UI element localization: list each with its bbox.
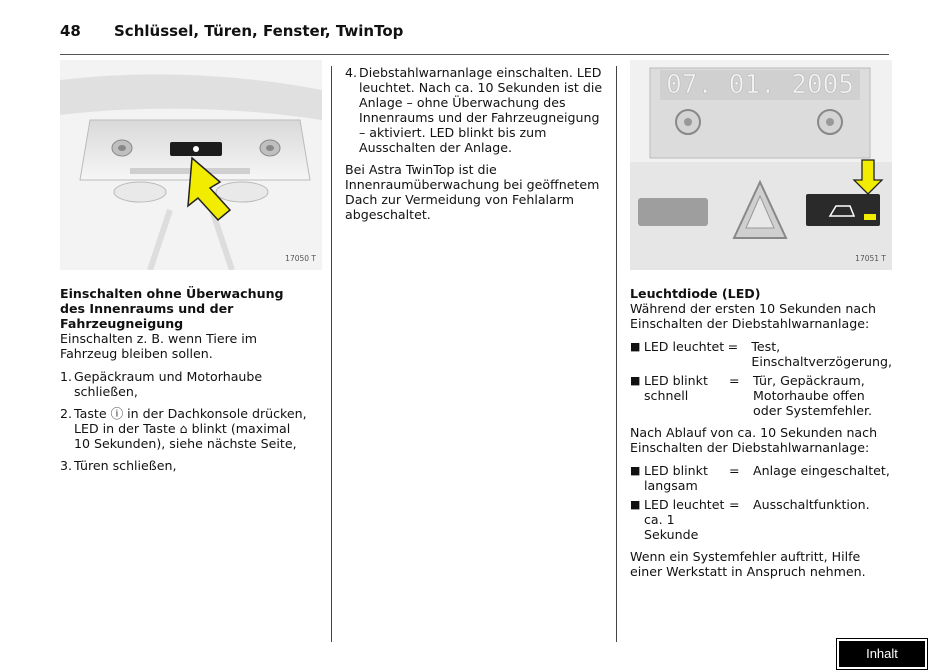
led-state: LED blinkt schnell — [644, 373, 708, 403]
step-number: 3. — [60, 458, 73, 473]
clock-display-text: 07. 01. 2005 — [666, 70, 854, 100]
list-item — [345, 65, 607, 155]
led-state: LED leuchtet — [643, 339, 725, 354]
middle-column — [345, 65, 607, 222]
led-meaning: Test, Einschaltverzögerung, — [751, 339, 892, 369]
section-heading: Einschalten ohne Überwachung des Innenraums und der Fahrzeugneigung — [60, 286, 284, 331]
led-meaning: Anlage eingeschaltet, — [753, 463, 890, 478]
column-divider-right — [616, 66, 617, 642]
steps-list-continued — [345, 65, 607, 155]
section-heading: Leuchtdiode (LED) — [630, 286, 761, 301]
steps-list — [60, 369, 308, 473]
table-row — [630, 373, 892, 418]
step-number: 1. — [60, 369, 73, 384]
dashboard-drawing — [630, 60, 892, 270]
step-text: Taste ⓘ in der Dachkonsole drücken, LED in der Taste ⌂ blinkt (maximal 10 Sekunden), siehe nächste Seite, — [74, 406, 307, 451]
figure-id: 17050 T — [285, 254, 316, 263]
table-row — [630, 339, 892, 369]
led-state: LED blinkt langsam — [644, 463, 708, 493]
list-item — [60, 458, 308, 473]
step-text: Diebstahlwarnanlage einschalten. LED leuchtet. Nach ca. 10 Sekunden ist die Anlage – ohne Überwachung des Innenraums und der Fahrzeugneigung – aktiviert. LED blinkt bis zum Ausschalten der Anlage. — [359, 65, 603, 155]
step-number: 4. — [345, 65, 358, 80]
step-text: Gepäckraum und Motorhaube schließen, — [74, 369, 263, 399]
footer-text: Wenn ein Systemfehler auftritt, Hilfe einer Werkstatt in Anspruch nehmen. — [630, 549, 866, 579]
intro-text: Während der ersten 10 Sekunden nach Einschalten der Diebstahlwarnanlage: — [630, 301, 877, 331]
table-row — [630, 463, 892, 493]
led-meaning: Tür, Gepäckraum, Motorhaube offen oder Systemfehler. — [753, 373, 873, 418]
equals-sign: = — [729, 497, 740, 512]
led-meaning: Ausschaltfunktion. — [753, 497, 870, 512]
page-number: 48 — [60, 22, 81, 40]
figure-id: 17051 T — [855, 254, 886, 263]
chapter-title: Schlüssel, Türen, Fenster, TwinTop — [114, 22, 404, 40]
left-column — [60, 60, 316, 480]
twintop-note: Bei Astra TwinTop ist die Innenraumüberwachung bei geöffnetem Dach zur Vermeidung von Fehlalarm abgeschaltet. — [345, 162, 600, 222]
dashboard-illustration — [630, 60, 892, 270]
mid-text: Nach Ablauf von ca. 10 Sekunden nach Einschalten der Diebstahlwarnanlage: — [630, 425, 878, 455]
list-item — [60, 369, 308, 399]
equals-sign: = — [727, 339, 739, 354]
column-divider-left — [331, 66, 332, 642]
contents-button[interactable] — [836, 638, 928, 670]
roof-console-illustration — [60, 60, 322, 270]
led-state: LED leuchtet ca. 1 Sekunde — [644, 497, 725, 542]
page-header — [60, 22, 889, 55]
equals-sign: = — [729, 373, 740, 388]
roof-console-drawing — [60, 60, 322, 270]
step-number: 2. — [60, 406, 73, 421]
square-bullet-icon: ■ — [630, 464, 641, 477]
contents-button-label: Inhalt — [866, 646, 898, 661]
right-column — [630, 60, 892, 579]
square-bullet-icon: ■ — [630, 498, 641, 511]
led-status-table — [630, 463, 892, 542]
square-bullet-icon: ■ — [630, 374, 641, 387]
step-text: Türen schließen, — [74, 458, 177, 473]
table-row — [630, 497, 892, 542]
intro-text: Einschalten z. B. wenn Tiere im Fahrzeug bleiben sollen. — [60, 331, 258, 361]
square-bullet-icon: ■ — [630, 340, 641, 353]
led-status-table — [630, 339, 892, 418]
list-item — [60, 406, 308, 451]
equals-sign: = — [729, 463, 740, 478]
